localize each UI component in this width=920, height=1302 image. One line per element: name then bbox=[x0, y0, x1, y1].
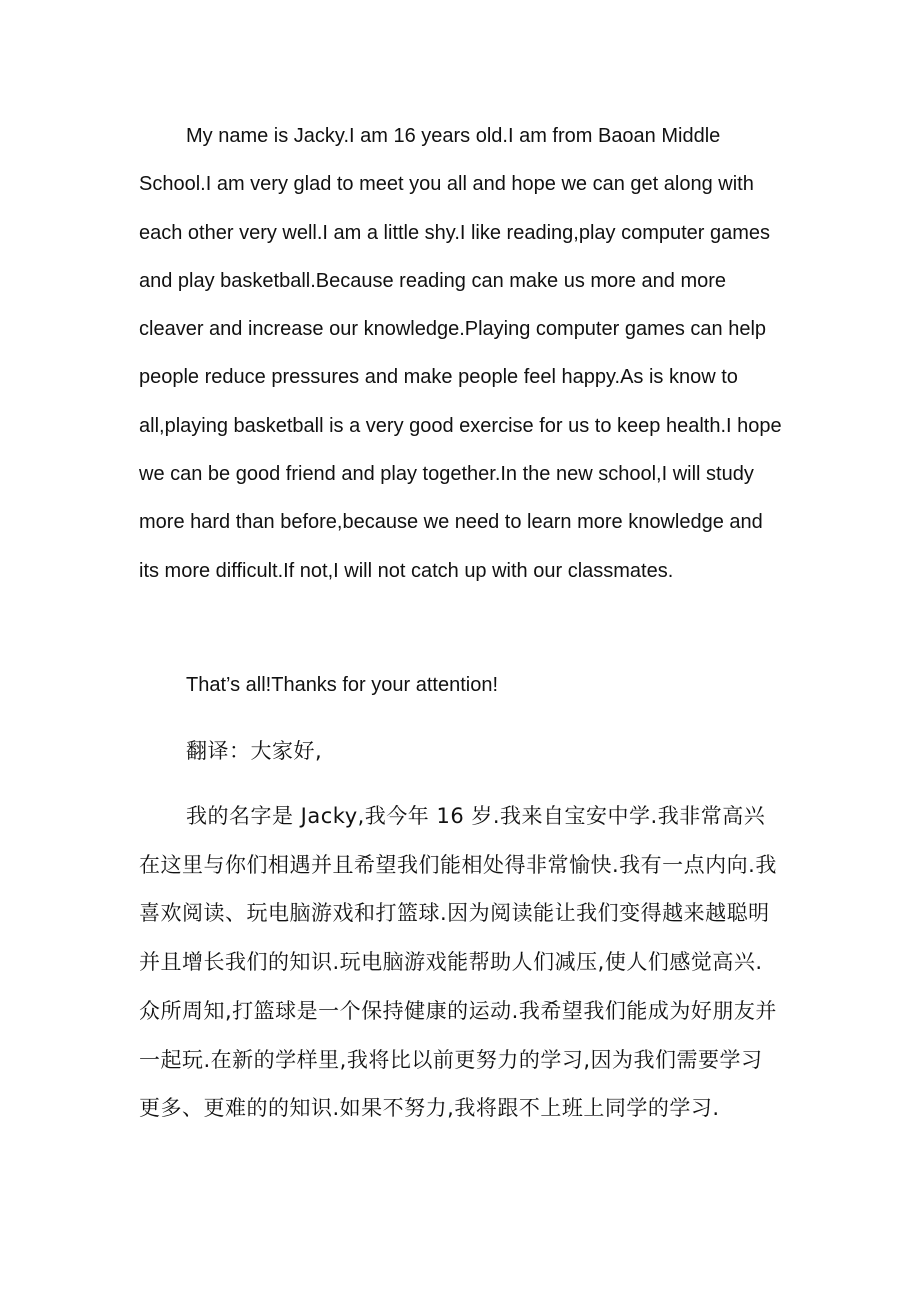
translation-paragraph: 我的名字是 Jacky,我今年 16 岁.我来自宝安中学.我非常高兴在这里与你们相遇并且希望我们能相处得非常愉快.我有一点内向.我喜欢阅读、玩电脑游戏和打篮球.因为阅读能让我们变得越来越聪明并且增长我们的知识.玩电脑游戏能帮助人们减压,使人们感觉高兴.众所周知,打篮球是一个保持健康的运动.我希望我们能成为好朋友并一起玩.在新的学样里,我将比以前更努力的学习,因为我们需要学习更多、更难的的知识.如果不努力,我将跟不上班上同学的学习. bbox=[139, 804, 777, 1121]
translation-label: 翻译：大家好, bbox=[186, 739, 323, 763]
intro-paragraph: My name is Jacky.I am 16 years old.I am from Baoan Middle School.I am very glad to meet you all and hope we can get along with each other very well.I am a little shy.I like reading,play computer games and play basketball.Because reading can make us more and more cleaver and increase our knowledge.Playing computer games can help people reduce pressures and make people feel happy.As is know to all,playing basketball is a very good exercise for us to keep health.I hope we can be good friend and play together.In the new school,I will study more hard than before,because we need to learn more knowledge and its more difficult.If not,I will not catch up with our classmates. bbox=[139, 125, 782, 582]
closing-line: That’s all!Thanks for your attention! bbox=[186, 674, 499, 696]
